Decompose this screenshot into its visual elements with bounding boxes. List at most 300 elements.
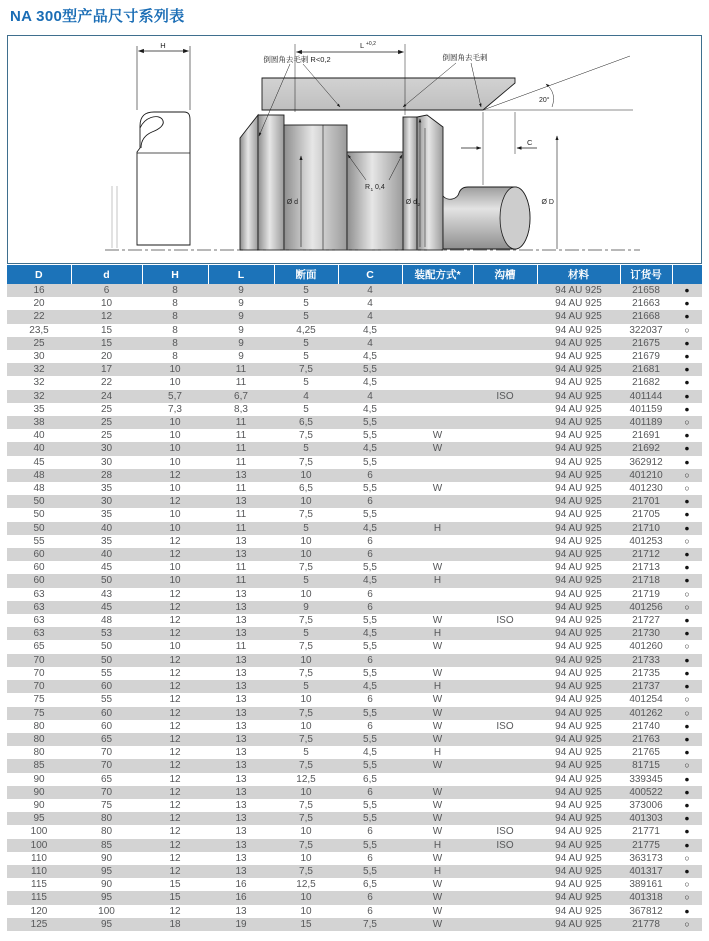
cell-availability: ●: [684, 311, 690, 322]
cell-groove: [473, 535, 537, 548]
cell-order-no: 21712: [632, 549, 660, 561]
table-row: [7, 720, 702, 733]
cell-groove: [473, 416, 537, 429]
cell-availability: ○: [684, 852, 690, 863]
cell-material: 94 AU 925: [555, 773, 602, 785]
cell-d: 50: [100, 575, 113, 587]
cell-d: 25: [100, 430, 113, 442]
cell-mounting: W: [432, 786, 443, 798]
cell-section: 10: [300, 720, 312, 732]
cell-D: 85: [33, 760, 45, 772]
cell-availability: ○: [684, 879, 690, 890]
cell-order-no: 21718: [632, 575, 660, 587]
table-row: [7, 746, 702, 759]
cell-mounting: H: [433, 628, 442, 640]
cell-L: 13: [235, 535, 247, 547]
cell-section: 7,5: [299, 799, 313, 811]
cell-L: 11: [235, 417, 247, 429]
seal-ring-c: [403, 117, 417, 250]
cell-C: 6: [367, 654, 373, 666]
cell-material: 94 AU 925: [555, 865, 602, 877]
cell-availability: ●: [684, 443, 690, 454]
cell-L: 11: [235, 430, 247, 442]
cell-order-no: 389161: [629, 879, 663, 891]
cell-groove: [473, 495, 537, 508]
cell-D: 90: [33, 773, 45, 785]
cell-d: 55: [100, 694, 113, 706]
cell-groove: [473, 746, 537, 759]
cell-material: 94 AU 925: [555, 707, 602, 719]
table-row: [7, 337, 702, 350]
cell-mounting: W: [432, 641, 443, 653]
cell-groove: [473, 403, 537, 416]
cell-C: 4: [367, 298, 373, 310]
cell-L: 13: [235, 588, 247, 600]
cell-groove: [473, 878, 537, 891]
cell-mounting: W: [432, 852, 443, 864]
cell-availability: ○: [684, 918, 690, 929]
col-header-availability: [672, 265, 702, 284]
cell-availability: ●: [684, 905, 690, 916]
cell-section: 4,25: [296, 324, 316, 336]
cell-section: 5: [303, 443, 309, 455]
cell-L: 13: [235, 549, 247, 561]
cell-section: 7,5: [299, 667, 313, 679]
cell-mounting: [402, 324, 473, 337]
cell-order-no: 21705: [632, 509, 660, 521]
cell-C: 6: [367, 496, 373, 508]
cell-H: 12: [169, 654, 181, 666]
table-row: [7, 905, 702, 918]
cell-order-no: 401317: [629, 865, 663, 877]
cell-material: 94 AU 925: [555, 628, 602, 640]
cell-mounting: [402, 376, 473, 389]
table-row: [7, 759, 702, 772]
table-row: [7, 574, 702, 587]
cell-L: 11: [235, 443, 247, 455]
cell-availability: ●: [684, 509, 690, 520]
cell-order-no: 21701: [632, 496, 660, 508]
cell-L: 13: [235, 694, 247, 706]
cell-H: 10: [169, 509, 181, 521]
table-row: [7, 680, 702, 693]
cell-mounting: W: [432, 733, 443, 745]
cell-availability: ●: [684, 285, 690, 295]
cell-section: 4: [303, 390, 309, 402]
table-row: [7, 442, 702, 455]
cell-groove: [473, 429, 537, 442]
cell-order-no: 362912: [629, 456, 663, 468]
cell-C: 6: [367, 694, 373, 706]
cell-mounting: H: [433, 747, 442, 759]
table-row: [7, 469, 702, 482]
cell-L: 16: [235, 879, 247, 891]
cell-C: 4: [367, 337, 373, 349]
cell-section: 7,5: [299, 733, 313, 745]
table-row: [7, 799, 702, 812]
cell-groove: [473, 482, 537, 495]
cell-order-no: 21675: [632, 337, 660, 349]
cell-L: 13: [235, 905, 247, 917]
cell-availability: ●: [684, 733, 690, 744]
cell-d: 6: [103, 285, 110, 296]
cell-groove: [473, 812, 537, 825]
cell-order-no: 401230: [629, 483, 663, 495]
cell-H: 12: [169, 720, 181, 732]
cell-L: 9: [238, 298, 244, 310]
cell-D: 100: [30, 826, 48, 838]
cell-availability: ●: [684, 720, 690, 731]
cell-H: 15: [169, 892, 181, 904]
housing-section: [262, 78, 515, 110]
col-header-D: D: [7, 265, 71, 284]
cell-mounting: [402, 495, 473, 508]
cell-L: 13: [235, 733, 247, 745]
cell-C: 5,5: [363, 364, 377, 376]
cell-order-no: 401159: [629, 403, 663, 415]
cell-order-no: 373006: [629, 799, 663, 811]
cell-order-no: 81715: [632, 760, 660, 772]
table-row: [7, 416, 702, 429]
cell-material: 94 AU 925: [555, 298, 602, 310]
cell-order-no: 21763: [632, 733, 660, 745]
cell-L: 13: [235, 496, 247, 508]
cell-mounting: [402, 337, 473, 350]
cell-D: 125: [30, 918, 48, 930]
table-row: [7, 522, 702, 535]
cell-d: 60: [100, 681, 113, 693]
dimension-drawing: [8, 36, 701, 263]
cell-D: 115: [31, 879, 47, 891]
cell-d: 35: [100, 535, 113, 547]
cell-availability: ●: [684, 799, 690, 810]
table-row: [7, 403, 702, 416]
cell-availability: ●: [684, 628, 690, 639]
cell-order-no: 363173: [629, 852, 663, 864]
cell-availability: ●: [684, 549, 690, 560]
cell-D: 48: [33, 483, 45, 495]
cell-section: 5: [303, 747, 309, 759]
cell-L: 9: [238, 337, 244, 349]
table-row: [7, 350, 702, 363]
cell-d: 40: [100, 549, 113, 561]
cell-D: 20: [33, 298, 45, 310]
cell-order-no: 21730: [632, 628, 660, 640]
cell-H: 10: [169, 417, 181, 429]
seal-ring-d: [417, 115, 443, 250]
cell-groove: [473, 324, 537, 337]
cell-H: 5,7: [168, 390, 182, 402]
cell-d: 70: [100, 786, 113, 798]
cell-L: 13: [235, 469, 247, 481]
cell-material: 94 AU 925: [555, 760, 602, 772]
table-row: [7, 548, 702, 561]
cell-D: 48: [33, 469, 45, 481]
cell-d: 65: [100, 733, 113, 745]
cell-C: 4,5: [363, 324, 377, 336]
cell-D: 80: [33, 720, 45, 732]
cell-D: 60: [33, 575, 45, 587]
table-row: [7, 310, 702, 323]
table-row: [7, 786, 702, 799]
cell-H: 12: [169, 747, 181, 759]
cell-D: 50: [33, 496, 45, 508]
cell-D: 90: [33, 799, 45, 811]
cell-C: 5,5: [363, 562, 377, 574]
cell-material: 94 AU 925: [555, 535, 602, 547]
cell-mounting: W: [432, 905, 443, 917]
cell-mounting: [402, 403, 473, 416]
table-row: [7, 601, 702, 614]
cell-L: 13: [235, 852, 247, 864]
cell-C: 5,5: [363, 641, 377, 653]
cell-groove: [473, 469, 537, 482]
cell-C: 5,5: [363, 813, 377, 825]
cell-d: 35: [100, 483, 113, 495]
cell-L: 13: [235, 720, 247, 732]
cell-mounting: [402, 469, 473, 482]
cell-d: 75: [100, 799, 113, 811]
cell-D: 115: [31, 892, 47, 904]
cell-material: 94 AU 925: [555, 733, 602, 745]
cell-mounting: [402, 456, 473, 469]
cell-d: 25: [100, 417, 113, 429]
cell-section: 5: [303, 351, 309, 363]
cell-groove: [473, 680, 537, 693]
cell-d: 30: [100, 456, 113, 468]
cell-material: 94 AU 925: [555, 364, 602, 376]
cell-D: 32: [33, 390, 45, 402]
cell-groove: [473, 337, 537, 350]
cell-mounting: [402, 350, 473, 363]
cell-d: 95: [100, 918, 113, 930]
cell-mounting: W: [432, 707, 443, 719]
cell-L: 13: [235, 813, 247, 825]
cell-d: 95: [100, 892, 113, 904]
cell-material: 94 AU 925: [555, 747, 602, 759]
cell-section: 6,5: [299, 483, 313, 495]
cell-material: 94 AU 925: [555, 337, 602, 349]
cell-section: 10: [300, 469, 312, 481]
cell-L: 13: [235, 747, 247, 759]
cell-groove: [473, 667, 537, 680]
cell-L: 16: [235, 892, 247, 904]
cell-order-no: 401256: [629, 601, 663, 613]
cell-H: 12: [169, 469, 181, 481]
cell-H: 12: [169, 839, 181, 851]
table-row: [7, 495, 702, 508]
cell-H: 12: [169, 813, 181, 825]
cell-H: 10: [169, 641, 181, 653]
label-R1-sub: 1: [370, 188, 374, 193]
cell-order-no: 401318: [629, 892, 663, 904]
cell-order-no: 401262: [629, 707, 663, 719]
cell-order-no: 21679: [632, 351, 660, 363]
cell-D: 38: [33, 417, 45, 429]
seal-ring-b: [284, 125, 347, 250]
label-dia-d: Ø d: [286, 199, 298, 206]
cell-section: 7,5: [299, 813, 313, 825]
cell-groove: [473, 588, 537, 601]
cell-mounting: [402, 297, 473, 310]
cell-order-no: 21733: [632, 654, 660, 666]
cell-C: 6: [367, 826, 373, 838]
cell-order-no: 21771: [632, 826, 660, 838]
cell-C: 6: [367, 786, 373, 798]
cell-mounting: [402, 773, 473, 786]
cell-groove: [473, 773, 537, 786]
cell-d: 95: [100, 865, 113, 877]
cell-groove: ISO: [496, 390, 514, 402]
col-header-C: C: [338, 265, 402, 284]
cell-section: 10: [300, 496, 312, 508]
table-row: [7, 693, 702, 706]
cell-groove: [473, 865, 537, 878]
cell-mounting: [402, 601, 473, 614]
cell-order-no: 21735: [632, 667, 660, 679]
cell-d: 20: [100, 351, 113, 363]
cell-section: 10: [300, 852, 312, 864]
label-H: H: [160, 41, 166, 50]
cell-section: 7,5: [299, 364, 313, 376]
size-table-body: [7, 284, 702, 931]
cell-section: 7,5: [299, 839, 313, 851]
cell-material: 94 AU 925: [555, 417, 602, 429]
cell-order-no: 401303: [629, 813, 663, 825]
label-dia-d2-sub: 2: [417, 203, 421, 208]
cell-C: 5,5: [363, 667, 377, 679]
label-dia-d2: Ø d: [405, 199, 417, 206]
table-row: [7, 614, 702, 627]
cell-D: 40: [33, 430, 45, 442]
cell-C: 4,5: [363, 575, 377, 587]
col-header-material: 材料: [537, 265, 620, 284]
label-C: C: [527, 138, 533, 147]
cell-order-no: 401144: [629, 390, 663, 402]
table-row: [7, 297, 702, 310]
cell-section: 5: [303, 311, 309, 323]
cell-C: 6: [367, 588, 373, 600]
cell-H: 12: [169, 865, 181, 877]
cell-mounting: [402, 548, 473, 561]
cell-groove: [473, 891, 537, 904]
cell-order-no: 21737: [632, 681, 660, 693]
cell-C: 6: [367, 469, 373, 481]
cell-H: 18: [169, 918, 181, 930]
cell-order-no: 21710: [632, 522, 660, 534]
cell-d: 30: [100, 496, 113, 508]
cell-L: 8,3: [234, 403, 248, 415]
cell-d: 60: [100, 707, 113, 719]
cell-mounting: W: [432, 443, 443, 455]
cell-material: 94 AU 925: [555, 799, 602, 811]
cell-availability: ●: [684, 615, 690, 626]
cell-groove: [473, 707, 537, 720]
table-row: [7, 812, 702, 825]
cell-H: 12: [169, 694, 181, 706]
cell-D: 95: [33, 813, 45, 825]
cell-D: 75: [33, 707, 45, 719]
cell-mounting: W: [432, 720, 443, 732]
cell-H: 8: [172, 298, 178, 310]
cell-mounting: [402, 310, 473, 323]
cell-C: 4,5: [363, 747, 377, 759]
cell-availability: ○: [684, 324, 690, 335]
cell-material: 94 AU 925: [555, 918, 602, 930]
cell-section: 6,5: [299, 417, 313, 429]
cell-D: 63: [33, 615, 45, 627]
cell-order-no: 401189: [629, 417, 663, 429]
cell-D: 70: [33, 681, 45, 693]
cell-order-no: 21727: [632, 615, 660, 627]
cell-D: 70: [33, 667, 45, 679]
cell-order-no: 322037: [629, 324, 663, 336]
cell-L: 13: [235, 799, 247, 811]
cell-section: 10: [300, 694, 312, 706]
cell-d: 55: [100, 667, 113, 679]
cell-material: 94 AU 925: [555, 826, 602, 838]
cell-material: 94 AU 925: [555, 720, 602, 732]
cell-groove: [473, 693, 537, 706]
label-R1-value: 0,4: [375, 184, 385, 191]
cell-material: 94 AU 925: [555, 285, 602, 296]
rod-end-face: [500, 187, 530, 249]
cell-H: 12: [169, 535, 181, 547]
cell-H: 12: [169, 826, 181, 838]
table-row: [7, 852, 702, 865]
cell-material: 94 AU 925: [555, 852, 602, 864]
cell-material: 94 AU 925: [555, 483, 602, 495]
cell-C: 5,5: [363, 483, 377, 495]
cell-C: 6: [367, 852, 373, 864]
cell-H: 10: [169, 377, 181, 389]
cell-mounting: H: [433, 681, 442, 693]
cell-availability: ●: [684, 747, 690, 758]
cell-mounting: H: [433, 839, 442, 851]
cell-groove: ISO: [496, 720, 514, 732]
cell-d: 45: [100, 601, 113, 613]
cell-mounting: [402, 535, 473, 548]
cell-C: 5,5: [363, 865, 377, 877]
cell-d: 70: [100, 747, 113, 759]
seal-ring-chamfer: [240, 115, 258, 250]
table-row: [7, 456, 702, 469]
table-row: [7, 324, 702, 337]
cell-L: 9: [238, 311, 244, 323]
cell-material: 94 AU 925: [555, 562, 602, 574]
cell-H: 8: [172, 285, 178, 296]
cell-material: 94 AU 925: [555, 681, 602, 693]
cell-mounting: W: [432, 430, 443, 442]
cell-order-no: 367812: [629, 905, 663, 917]
cell-availability: ●: [684, 390, 690, 401]
cell-availability: ●: [684, 813, 690, 824]
cell-section: 10: [300, 535, 312, 547]
cell-section: 7,5: [299, 456, 313, 468]
cell-groove: [473, 363, 537, 376]
cell-mounting: [402, 363, 473, 376]
cell-D: 32: [33, 364, 45, 376]
cell-mounting: [402, 588, 473, 601]
cell-section: 15: [300, 918, 312, 930]
cell-availability: ●: [684, 667, 690, 678]
cell-D: 45: [33, 456, 45, 468]
cell-groove: [473, 508, 537, 521]
cell-material: 94 AU 925: [555, 456, 602, 468]
cell-d: 24: [100, 390, 113, 402]
cell-D: 60: [33, 562, 45, 574]
cell-groove: [473, 456, 537, 469]
